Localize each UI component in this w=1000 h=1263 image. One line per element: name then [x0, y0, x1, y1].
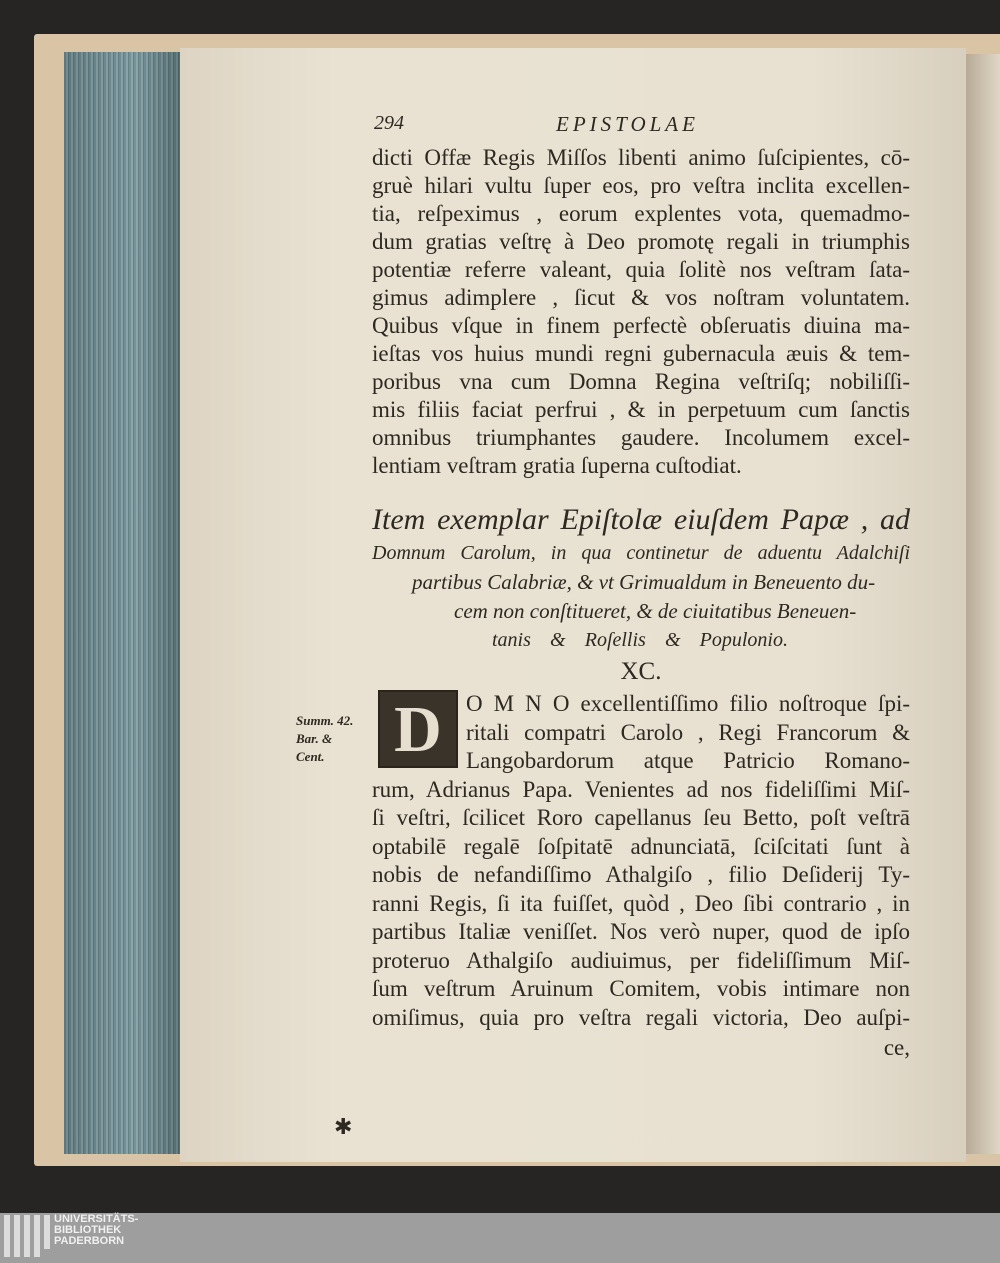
- text-line: ranni Regis, ſi ita fuiſſet, quòd , Deo ſibi contrario , in: [372, 891, 910, 916]
- text-line: proteruo Athalgiſo audiuimus, per fideliſſimum Miſ-: [372, 948, 910, 973]
- text-line: poribus vna cum Domna Regina veſtriſq; nobiliſſi-: [372, 369, 910, 394]
- text-line: lentiam veſtram gratia ſuperna cuſtodiat.: [372, 453, 742, 478]
- text-line: mis filiis faciat perfrui , & in perpetuum cum ſanctis: [372, 397, 910, 422]
- catchword: ce,: [883, 1035, 910, 1060]
- text-line: ritali compatri Carolo , Regi Francorum &: [466, 720, 910, 745]
- text-line: Item exemplar Epiſtolæ eiuſdem Papæ , ad: [372, 503, 910, 536]
- page-edges-shade: [64, 52, 182, 1154]
- text-line: cem non conſtitueret, & de ciuitatibus Beneuen-: [454, 599, 857, 623]
- text-line: ſum veſtrum Aruinum Comitem, vobis intimare non: [372, 976, 910, 1001]
- ornament-icon: ✱: [334, 1114, 353, 1139]
- text-line: dicti Offæ Regis Miſſos libenti animo ſuſcipientes, cō-: [372, 145, 910, 170]
- text-line: omnibus triumphantes gaudere. Incolumem excel-: [372, 425, 910, 450]
- logo-line: PADERBORN: [54, 1235, 125, 1247]
- text-line: potentiæ referre valeant, quia ſolitè nos veſtram ſata-: [372, 257, 910, 282]
- text-line: tia, reſpeximus , eorum explentes vota, quemadmo-: [372, 201, 910, 226]
- text-line: optabilē regalē ſoſpitatē adnunciatā, ſciſcitati ſunt à: [372, 834, 910, 859]
- text-line: partibus Italiæ veniſſet. Nos verò nuper, quod de ipſo: [372, 919, 910, 944]
- logo-line: BIBLIOTHEK: [54, 1224, 122, 1236]
- text-line: omiſimus, quia pro veſtra regali victoria, Deo auſpi-: [372, 1005, 910, 1030]
- library-logo-text: [54, 1214, 138, 1247]
- library-logo-icon: [4, 1215, 48, 1261]
- marginal-note-line: Cent.: [296, 749, 325, 764]
- text-line: O M N O excellentiſſimo filio noſtroque ſpi-: [466, 691, 910, 716]
- text-line: dum gratias veſtrę à Deo promotę regali in triumphis: [372, 229, 910, 254]
- page-number: 294: [374, 112, 404, 134]
- footer-bar: [0, 1213, 1000, 1263]
- text-line: Langobardorum atque Patricio Romano-: [466, 748, 910, 773]
- text-line: Domnum Carolum, in qua continetur de aduentu Adalchiſi: [372, 542, 910, 564]
- text-line: gimus adimplere , ſicut & vos noſtram voluntatem.: [372, 285, 910, 310]
- text-line: nobis de nefandiſſimo Athalgiſo , filio Deſiderij Ty-: [372, 862, 910, 887]
- logo-line: UNIVERSITÄTS-: [54, 1213, 139, 1225]
- text-line: partibus Calabriæ, & vt Grimualdum in Beneuento du-: [412, 570, 876, 594]
- drop-cap: D: [378, 690, 458, 768]
- marginal-note: [296, 712, 353, 766]
- text-line: ſi veſtri, ſcilicet Roro capellanus ſeu Betto, poſt veſtrā: [372, 805, 910, 830]
- text-line: ieſtas vos huius mundi regni gubernacula æuis & tem-: [372, 341, 910, 366]
- marginal-note-line: Bar. &: [296, 731, 333, 746]
- text-line: Quibus vſque in finem perfectè obſeruatis diuina ma-: [372, 313, 910, 338]
- marginal-note-line: Summ. 42.: [296, 713, 354, 728]
- chapter-number: XC.: [620, 658, 662, 685]
- text-line: gruè hilari vultu ſuper eos, pro veſtra inclita excellen-: [372, 173, 910, 198]
- text-line: rum, Adrianus Papa. Venientes ad nos fideliſſimi Miſ-: [372, 777, 910, 802]
- running-head: EPISTOLAE: [556, 112, 699, 136]
- facing-page-edge: [966, 54, 1000, 1154]
- text-line: tanis & Roſellis & Populonio.: [492, 629, 788, 651]
